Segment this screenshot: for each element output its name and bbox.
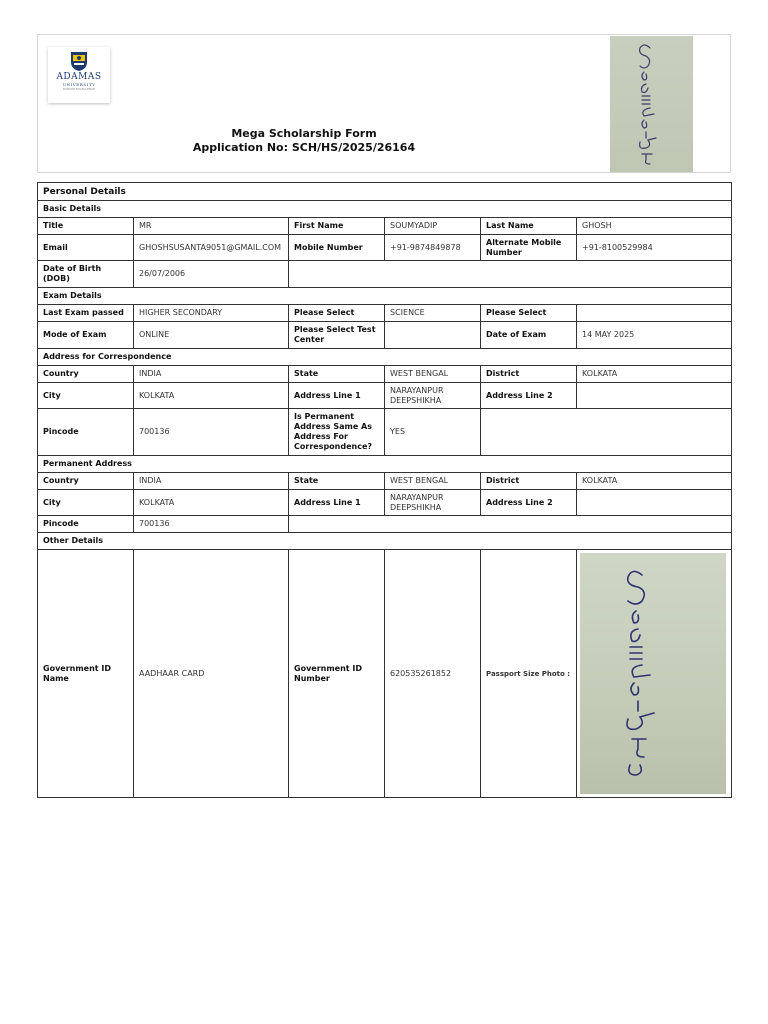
label-state: State — [289, 473, 385, 490]
value-corr-state: WEST BENGAL — [385, 366, 481, 383]
label-title: Title — [38, 218, 134, 235]
value-first-name: SOUMYADIP — [385, 218, 481, 235]
label-address-line-2: Address Line 2 — [481, 490, 577, 516]
section-permanent-address: Permanent Address — [38, 456, 732, 473]
value-dob: 26/07/2006 — [134, 261, 289, 288]
value-date-of-exam: 14 MAY 2025 — [577, 322, 732, 349]
label-city: City — [38, 490, 134, 516]
value-gov-id-number: 620535261852 — [385, 550, 481, 798]
value-perm-state: WEST BENGAL — [385, 473, 481, 490]
value-stream: SCIENCE — [385, 305, 481, 322]
signature-image — [610, 36, 693, 172]
label-state: State — [289, 366, 385, 383]
form-header — [37, 34, 731, 173]
label-city: City — [38, 383, 134, 409]
value-perm-district: KOLKATA — [577, 473, 732, 490]
value-mode-of-exam: ONLINE — [134, 322, 289, 349]
section-address-correspondence: Address for Correspondence — [38, 349, 732, 366]
value-corr-pincode: 700136 — [134, 409, 289, 456]
value-corr-district: KOLKATA — [577, 366, 732, 383]
label-passport-photo: Passport Size Photo : — [481, 550, 577, 798]
value-perm-address-line-2 — [577, 490, 732, 516]
value-second-select — [577, 305, 732, 322]
value-last-exam: HIGHER SECONDARY — [134, 305, 289, 322]
label-district: District — [481, 366, 577, 383]
label-first-name: First Name — [289, 218, 385, 235]
label-dob: Date of Birth (DOB) — [38, 261, 134, 288]
form-title-block — [158, 127, 450, 155]
value-perm-country: INDIA — [134, 473, 289, 490]
crest-icon — [69, 50, 89, 72]
value-mobile: +91-9874849878 — [385, 235, 481, 261]
label-same-address: Is Permanent Address Same As Address For Correspondence? — [289, 409, 385, 456]
university-logo — [48, 47, 110, 103]
value-gov-id-name: AADHAAR CARD — [134, 550, 289, 798]
label-gov-id-name: Government ID Name — [38, 550, 134, 798]
empty-cell — [289, 516, 732, 533]
label-email: Email — [38, 235, 134, 261]
label-pincode: Pincode — [38, 409, 134, 456]
logo-subtitle: UNIVERSITY — [62, 82, 96, 87]
form-title: Mega Scholarship Form — [231, 127, 377, 140]
value-corr-address-line-1: NARAYANPUR DEEPSHIKHA — [385, 383, 481, 409]
value-test-center — [385, 322, 481, 349]
value-corr-country: INDIA — [134, 366, 289, 383]
label-date-of-exam: Date of Exam — [481, 322, 577, 349]
value-last-name: GHOSH — [577, 218, 732, 235]
label-test-center: Please Select Test Center — [289, 322, 385, 349]
label-district: District — [481, 473, 577, 490]
logo-tagline: PURSUE EXCELLENCE — [62, 87, 96, 91]
label-address-line-1: Address Line 1 — [289, 490, 385, 516]
label-country: Country — [38, 366, 134, 383]
value-alt-mobile: +91-8100529984 — [577, 235, 732, 261]
value-corr-city: KOLKATA — [134, 383, 289, 409]
label-address-line-2: Address Line 2 — [481, 383, 577, 409]
label-gov-id-number: Government ID Number — [289, 550, 385, 798]
label-country: Country — [38, 473, 134, 490]
empty-cell — [289, 261, 732, 288]
value-same-address: YES — [385, 409, 481, 456]
empty-cell — [481, 409, 732, 456]
label-last-name: Last Name — [481, 218, 577, 235]
label-mode-of-exam: Mode of Exam — [38, 322, 134, 349]
value-corr-address-line-2 — [577, 383, 732, 409]
value-perm-pincode: 700136 — [134, 516, 289, 533]
passport-photo-cell — [577, 550, 732, 798]
section-personal-details: Personal Details — [38, 183, 732, 201]
application-number: Application No: SCH/HS/2025/26164 — [192, 141, 416, 154]
value-email: GHOSHSUSANTA9051@GMAIL.COM — [134, 235, 289, 261]
section-exam-details: Exam Details — [38, 288, 732, 305]
section-other-details: Other Details — [38, 533, 732, 550]
value-perm-city: KOLKATA — [134, 490, 289, 516]
value-title: MR — [134, 218, 289, 235]
label-alt-mobile: Alternate Mobile Number — [481, 235, 577, 261]
label-stream-select: Please Select — [289, 305, 385, 322]
label-second-select: Please Select — [481, 305, 577, 322]
handwritten-signature — [580, 553, 726, 794]
label-address-line-1: Address Line 1 — [289, 383, 385, 409]
handwritten-signature — [610, 36, 693, 172]
value-perm-address-line-1: NARAYANPUR DEEPSHIKHA — [385, 490, 481, 516]
label-last-exam: Last Exam passed — [38, 305, 134, 322]
label-pincode: Pincode — [38, 516, 134, 533]
logo-name: ADAMAS — [56, 72, 102, 82]
scholarship-form-table — [37, 182, 732, 798]
passport-photo-image — [580, 553, 726, 794]
section-basic-details: Basic Details — [38, 201, 732, 218]
label-mobile: Mobile Number — [289, 235, 385, 261]
